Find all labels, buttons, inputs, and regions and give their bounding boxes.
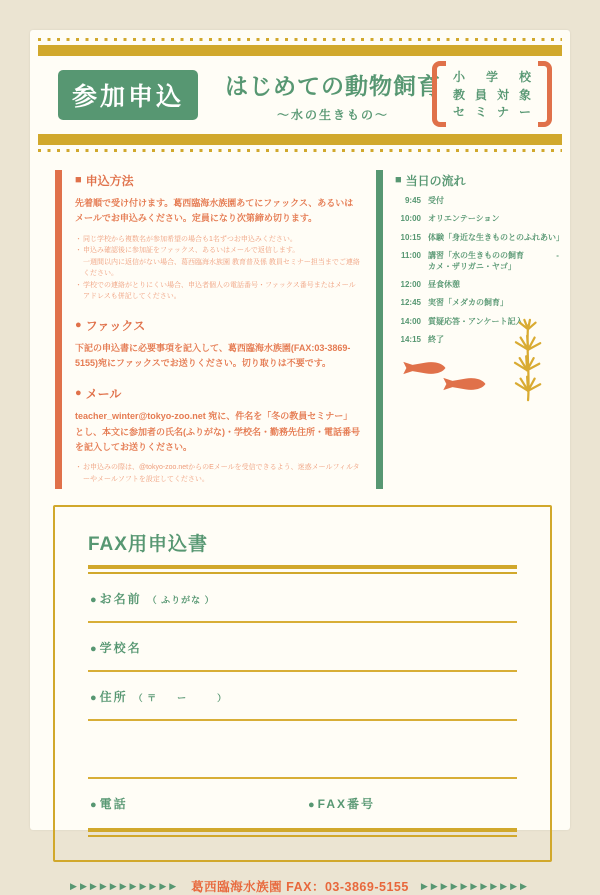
bottom-rule-thin <box>88 835 517 837</box>
schedule-heading-label: 当日の流れ <box>405 174 466 188</box>
circle-bullet-icon: ● <box>90 799 97 812</box>
audience-box <box>432 61 552 127</box>
schedule-label: 体験「身近な生きものとのふれあい」 <box>428 232 564 242</box>
schedule-time: 10:00 <box>400 214 421 224</box>
schedule-item <box>395 196 560 206</box>
note-row <box>75 462 360 485</box>
schedule-time: 9:45 <box>404 196 421 205</box>
fax-form-title: FAX用申込書 <box>88 534 208 556</box>
circle-bullet-icon: ● <box>90 594 97 607</box>
footer <box>30 877 570 895</box>
form-field-label: お名前 <box>99 592 142 607</box>
phone-field <box>90 795 308 812</box>
note-bullet: ・ <box>75 281 82 289</box>
method-heading-label: 申込方法 <box>85 174 134 188</box>
bracket-right-icon <box>538 61 552 127</box>
schedule-label: 講習「水の生きものの飼育 -カメ・ザリガニ・ヤゴ」 <box>428 251 559 271</box>
note-row <box>75 280 360 303</box>
content-columns <box>55 170 564 489</box>
note-row <box>75 245 360 257</box>
fax-form <box>53 505 552 862</box>
schedule-time: 11:00 <box>400 251 421 261</box>
schedule-label: 実習「メダカの飼育」 <box>428 298 508 308</box>
title-block <box>198 68 468 123</box>
note-bullet: ・ <box>75 247 82 255</box>
circle-bullet-icon: ● <box>90 643 97 656</box>
fax-body: 下記の申込書に必要事項を記入して、葛西臨海水族園(FAX:03-3869-5155)宛にファックスでお送りください。切り取りは不要です。 <box>75 342 351 369</box>
fax-heading-label: ファックス <box>85 318 146 333</box>
page-title: はじめての動物飼育 <box>225 73 441 99</box>
note-bullet: ・ <box>75 235 82 243</box>
note-text: 申込み確認後に参加証をファックス、あるいはメールで返信します。 <box>83 247 300 255</box>
faxnumber-label: FAX番号 <box>317 797 375 812</box>
mail-heading <box>75 385 360 402</box>
page-subtitle: ～水の生きもの～ <box>276 108 389 122</box>
phone-fax-row <box>88 779 517 812</box>
fish-icon <box>401 360 447 376</box>
method-notes <box>75 234 360 303</box>
phone-label: 電話 <box>99 797 128 812</box>
form-field <box>88 623 517 672</box>
form-field <box>88 574 517 623</box>
schedule-label: 昼食休憩 <box>428 279 460 289</box>
note-bullet: ・ <box>75 464 82 472</box>
dotted-rule-bottom <box>38 149 562 152</box>
schedule-item <box>395 232 564 243</box>
note-bullet <box>75 257 83 280</box>
method-heading <box>75 172 360 189</box>
schedule-label: 受付 <box>428 196 444 205</box>
schedule-item <box>395 280 560 290</box>
circle-bullet-icon: ● <box>75 318 82 331</box>
bracket-left-icon <box>432 61 446 127</box>
apply-badge: 参加申込 <box>58 70 198 120</box>
schedule-heading <box>395 172 560 189</box>
mail-heading-label: メール <box>85 387 122 402</box>
faxnumber-field <box>308 795 375 812</box>
mail-body: teacher_winter@tokyo-zoo.net 宛に、件名を「冬の教員セミナー」とし、本文に参加者の氏名(ふりがな)・学校名・勤務先住所・電話番号を記入してお送りください。 <box>75 411 360 453</box>
note-row <box>75 257 360 280</box>
circle-bullet-icon: ● <box>90 692 97 705</box>
waterweed-illustration <box>512 318 546 402</box>
circle-bullet-icon: ● <box>308 799 315 812</box>
form-field-note: （ ふりがな ） <box>147 595 215 606</box>
dotted-rule-top <box>38 38 562 41</box>
fax-section <box>75 317 360 372</box>
schedule-label: 終了 <box>428 335 444 345</box>
triangle-row-right: ▶▶▶▶▶▶▶▶▶▶▶ <box>420 880 530 891</box>
flyer-page <box>30 30 570 895</box>
yellow-bar-bottom <box>38 134 562 145</box>
schedule-label-cont: -カメ・ザリガニ・ヤゴ」 <box>428 251 559 271</box>
audience-line: 教員対象 <box>453 87 531 102</box>
double-rule-thick <box>88 565 517 569</box>
schedule-time: 10:15 <box>400 232 421 242</box>
header-row <box>38 60 562 130</box>
write-space <box>88 721 517 779</box>
schedule-section <box>376 170 564 489</box>
triangle-row-left: ▶▶▶▶▶▶▶▶▶▶▶ <box>70 880 180 891</box>
schedule-time: 14:00 <box>400 316 421 326</box>
square-bullet-icon: ■ <box>395 174 402 186</box>
form-field-label: 住所 <box>99 690 128 705</box>
note-text: お申込みの際は、@tokyo-zoo.netからのEメールを受信できるよう、迷惑メールフィルターやメールソフトを設定してください。 <box>83 464 360 483</box>
bottom-rule-thick <box>88 828 517 832</box>
circle-bullet-icon: ● <box>75 387 82 400</box>
audience-line: 小学校 <box>453 70 531 84</box>
yellow-bar-top <box>38 45 562 56</box>
schedule-time: 14:15 <box>400 335 421 345</box>
form-fields <box>88 574 517 779</box>
mail-notes <box>75 462 360 485</box>
mail-section <box>75 385 360 485</box>
note-row <box>75 234 360 246</box>
fax-heading <box>75 317 360 334</box>
schedule-time: 12:45 <box>400 298 421 308</box>
footer-contact: 葛西臨海水族園 FAX：03-3869-5155 <box>191 880 409 895</box>
note-text: 一週間以内に返信がない場合、葛西臨海水族園 教育普及係 教員セミナー担当までご連絡ください。 <box>83 258 360 278</box>
form-field-label: 学校名 <box>99 641 142 656</box>
schedule-item <box>395 298 560 308</box>
schedule-time: 12:00 <box>400 279 421 289</box>
schedule-label: オリエンテーション <box>428 214 500 224</box>
header <box>30 30 570 152</box>
audience-line: セミナー <box>453 105 531 119</box>
square-bullet-icon: ■ <box>75 174 82 186</box>
form-field-note: （ 〒 ー ） <box>133 693 228 704</box>
schedule-item <box>395 214 560 224</box>
audience-lines <box>446 61 538 127</box>
form-field-labelrow <box>88 672 517 719</box>
form-field-labelrow <box>88 623 517 670</box>
form-field <box>88 672 517 779</box>
note-text: 同じ学校から複数名が参加希望の場合も1名ずつお申込みください。 <box>83 235 297 243</box>
schedule-label: 質疑応答・アンケート記入 <box>428 316 524 326</box>
method-section <box>55 170 370 489</box>
note-text: 学校での連絡がとりにくい場合、申込者個人の電話番号・ファックス番号またはメールアドレスも併記してください。 <box>83 281 356 301</box>
schedule-item <box>395 251 560 272</box>
form-field-labelrow <box>88 574 517 621</box>
fish-icon <box>441 376 487 392</box>
method-lead: 先着順で受け付けます。葛西臨海水族園あてにファックス、あるいはメールでお申込みください。定員になり次第締め切ります。 <box>75 198 354 224</box>
